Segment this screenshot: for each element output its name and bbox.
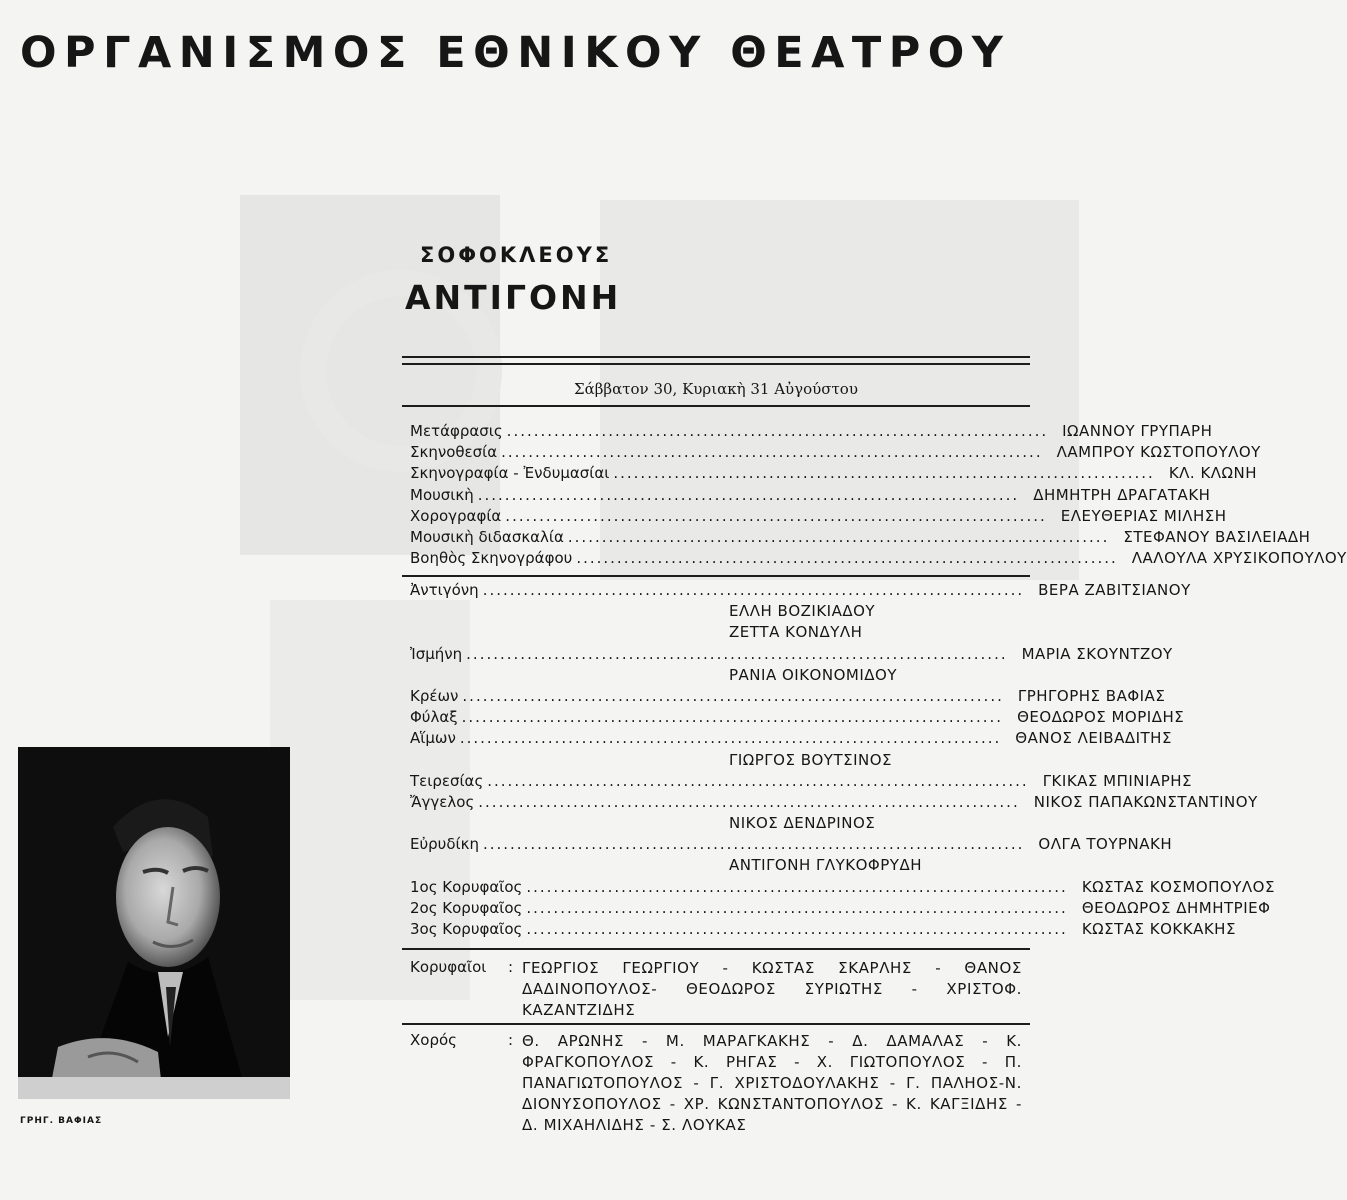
cast-row <box>410 792 1258 813</box>
leader-dots: ................................................................................ <box>459 729 1002 748</box>
credit-row <box>410 421 1213 442</box>
leader-dots: ................................................................................ <box>526 877 1068 896</box>
portrait-illustration <box>18 747 290 1099</box>
role-label <box>410 506 1047 527</box>
cast-row <box>410 750 1030 771</box>
role-text: Μουσικὴ διδασκαλία <box>410 527 564 546</box>
leader-dots: ................................................................................ <box>526 920 1068 938</box>
organization-title: ΟΡΓΑΝΙΣΜΟΣ ΕΘΝΙΚΟΥ ΘΕΑΤΡΟΥ <box>20 28 1011 78</box>
cast-row <box>410 707 1185 728</box>
role-text: 1ος Κορυφαῖος <box>410 877 523 896</box>
person-name: ΕΛΛΗ ΒΟΖΙΚΙΑΔΟΥ <box>729 602 876 621</box>
leader-dots: ................................................................................ <box>487 771 1029 790</box>
role-label <box>410 421 1048 442</box>
role-text: Μουσικὴ <box>410 485 474 504</box>
role-text: 2ος Κορυφαῖος <box>410 898 523 917</box>
person-name: ΚΛ. ΚΛΩΝΗ <box>1168 464 1258 483</box>
cast-row <box>410 898 1271 919</box>
role-text: Σκηνοθεσία <box>410 443 498 462</box>
person-name: ΡΑΝΙΑ ΟΙΚΟΝΟΜΙΔΟΥ <box>729 665 897 684</box>
portrait-photo <box>18 747 290 1099</box>
chorus-colon: : <box>508 1031 514 1049</box>
production-credits-list <box>410 421 1347 569</box>
leader-dots: ................................................................................ <box>478 792 1020 811</box>
play-author: ΣΟΦΟΚΛΕΟΥΣ <box>420 243 613 267</box>
role-text: Σκηνογραφία - Ἐνδυμασίαι <box>410 464 610 483</box>
role-label <box>410 548 1118 569</box>
cast-row <box>410 601 1030 622</box>
chorus-block <box>410 1031 1030 1141</box>
person-name: ΓΡΗΓΟΡΗΣ ΒΑΦΙΑΣ <box>1017 686 1166 705</box>
leader-dots: ................................................................................ <box>466 644 1008 663</box>
person-name: ΛΑΜΠΡΟΥ ΚΩΣΤΟΠΟΥΛΟΥ <box>1056 443 1261 462</box>
role-label <box>410 750 715 771</box>
divider <box>402 948 1030 950</box>
role-label <box>410 877 1068 898</box>
role-label <box>410 622 715 643</box>
cast-row <box>410 855 1030 876</box>
leader-dots: ................................................................................ <box>477 485 1020 504</box>
role-text <box>410 855 414 876</box>
cast-row <box>410 622 1030 643</box>
role-label <box>410 485 1019 506</box>
credit-row <box>410 548 1347 569</box>
person-name: ΚΩΣΤΑΣ ΚΟΣΜΟΠΟΥΛΟΣ <box>1081 877 1275 896</box>
person-name: ΘΕΟΔΩΡΟΣ ΜΟΡΙΔΗΣ <box>1017 708 1185 727</box>
play-title: ΑΝΤΙΓΟΝΗ <box>405 278 622 317</box>
leader-dots: ................................................................................ <box>482 581 1025 599</box>
role-text: Βοηθὸς Σκηνογράφου <box>410 549 573 568</box>
role-label <box>410 834 1024 855</box>
person-name: ΛΑΛΟΥΛΑ ΧΡΥΣΙΚΟΠΟΥΛΟΥ <box>1131 549 1347 568</box>
person-name: ΖΕΤΤΑ ΚΟΝΔΥΛΗ <box>729 623 863 642</box>
role-label <box>410 898 1068 919</box>
cast-list <box>410 580 1275 940</box>
person-name: ΝΙΚΟΣ ΠΑΠΑΚΩΝΣΤΑΝΤΙΝΟΥ <box>1033 792 1258 811</box>
person-name: ΝΙΚΟΣ ΔΕΝΔΡΙΝΟΣ <box>729 814 876 833</box>
person-name: ΑΝΤΙΓΟΝΗ ΓΛΥΚΟΦΡΥΔΗ <box>729 856 922 875</box>
role-text: Φύλαξ <box>410 708 458 727</box>
role-text: Τειρεσίας <box>410 771 484 790</box>
photo-caption: ΓΡΗΓ. ΒΑΦΙΑΣ <box>20 1116 103 1126</box>
divider <box>402 1023 1030 1025</box>
role-label <box>410 686 1004 707</box>
role-label <box>410 813 715 834</box>
role-label <box>410 792 1020 813</box>
role-label <box>410 665 715 686</box>
person-name: ΚΩΣΤΑΣ ΚΟΚΚΑΚΗΣ <box>1081 920 1236 938</box>
leader-dots: ................................................................................ <box>461 708 1004 727</box>
role-text <box>410 665 414 686</box>
person-name: ΙΩΑΝΝΟΥ ΓΡΥΠΑΡΗ <box>1062 422 1213 440</box>
role-label <box>410 919 1068 940</box>
credit-row <box>410 527 1311 548</box>
role-text <box>410 750 414 771</box>
cast-row <box>410 644 1173 665</box>
koryfaioi-colon: : <box>508 958 514 976</box>
role-text: Ἄγγελος <box>410 792 475 811</box>
cast-row <box>410 580 1191 601</box>
divider <box>402 363 1030 365</box>
cast-row <box>410 771 1193 792</box>
cast-row <box>410 877 1275 898</box>
performance-dates: Σάββατον 30, Κυριακὴ 31 Αὐγούστου <box>574 380 858 398</box>
role-label <box>410 442 1043 463</box>
koryfaioi-names: ΓΕΩΡΓΙΟΣ ΓΕΩΡΓΙΟΥ - ΚΩΣΤΑΣ ΣΚΑΡΛΗΣ - ΘΑΝΟΣ ΔΑΔΙΝΟΠΟΥΛΟΣ- ΘΕΟΔΩΡΟΣ ΣΥΡΙΩΤΗΣ - ΧΡΙΣΤΟΦ. ΚΑΖΑΝΤΖΙΔΗΣ <box>522 959 1022 1019</box>
leader-dots: ................................................................................ <box>526 898 1068 917</box>
person-name: ΟΛΓΑ ΤΟΥΡΝΑΚΗ <box>1038 835 1173 854</box>
credit-row <box>410 485 1211 506</box>
role-label <box>410 601 715 622</box>
role-text: Χορογραφία <box>410 506 502 525</box>
leader-dots: ................................................................................ <box>613 464 1155 483</box>
role-text: Αἵμων <box>410 729 456 748</box>
chorus-names: Θ. ΑΡΩΝΗΣ - Μ. ΜΑΡΑΓΚΑΚΗΣ - Δ. ΔΑΜΑΛΑΣ - Κ. ΦΡΑΓΚΟΠΟΥΛΟΣ - Κ. ΡΗΓΑΣ - Χ. ΓΙΩΤΟΠΟΥΛΟΣ - Π. ΠΑΝΑΓΙΩΤΟΠΟΥΛΟΣ - Γ. ΧΡΙΣΤΟΔΟΥΛΑΚΗΣ - Γ. ΠΑΛΗΟΣ-Ν. ΔΙΟΝΥΣΟΠΟΥΛΟΣ - ΧΡ. ΚΩΝΣΤΑΝΤΟΠΟΥΛΟΣ - Κ. ΚΑΓΞΙΔΗΣ - Δ. ΜΙΧΑΗΛΙΔΗΣ - Σ. ΛΟΥΚΑΣ <box>522 1032 1022 1134</box>
role-text: Ἀντιγόνη <box>410 581 479 599</box>
leader-dots: ................................................................................ <box>462 686 1004 705</box>
leader-dots: ................................................................................ <box>506 422 1049 440</box>
leader-dots: ................................................................................ <box>567 527 1110 546</box>
role-text <box>410 813 414 834</box>
cast-row <box>410 686 1166 707</box>
role-label <box>410 855 715 876</box>
credit-row <box>410 442 1261 463</box>
divider <box>402 356 1030 358</box>
role-label <box>410 771 1029 792</box>
person-name: ΓΙΩΡΓΟΣ ΒΟΥΤΣΙΝΟΣ <box>729 750 893 769</box>
role-text: Μετάφρασις <box>410 422 503 440</box>
leader-dots: ................................................................................ <box>576 549 1118 568</box>
divider <box>402 405 1030 407</box>
role-label <box>410 707 1003 728</box>
divider <box>402 575 1030 577</box>
cast-row <box>410 813 1030 834</box>
person-name: ΣΤΕΦΑΝΟΥ ΒΑΣΙΛΕΙΑΔΗ <box>1123 527 1311 546</box>
person-name: ΓΚΙΚΑΣ ΜΠΙΝΙΑΡΗΣ <box>1042 771 1193 790</box>
person-name: ΒΕΡΑ ΖΑΒΙΤΣΙΑΝΟΥ <box>1038 581 1191 599</box>
cast-row <box>410 728 1172 749</box>
role-label <box>410 644 1008 665</box>
role-label <box>410 580 1024 601</box>
leader-dots: ................................................................................ <box>501 443 1043 462</box>
role-label <box>410 728 1001 749</box>
role-label <box>410 527 1109 548</box>
leader-dots: ................................................................................ <box>482 835 1025 854</box>
role-text: 3ος Κορυφαῖος <box>410 920 523 938</box>
person-name: ΜΑΡΙΑ ΣΚΟΥΝΤΖΟΥ <box>1021 644 1173 663</box>
chorus-label: Χορός <box>410 1031 457 1049</box>
role-text: Κρέων <box>410 686 459 705</box>
koryfaioi-block <box>410 958 1030 1024</box>
cast-row <box>410 834 1173 855</box>
credit-row <box>410 506 1227 527</box>
role-text <box>410 601 414 622</box>
person-name: ΔΗΜΗΤΡΗ ΔΡΑΓΑΤΑΚΗ <box>1033 485 1211 504</box>
koryfaioi-label: Κορυφαῖοι <box>410 958 487 976</box>
credit-row <box>410 463 1258 484</box>
person-name: ΕΛΕΥΘΕΡΙΑΣ ΜΙΛΗΣΗ <box>1060 506 1227 525</box>
cast-row <box>410 665 1030 686</box>
role-text <box>410 622 414 643</box>
person-name: ΘΑΝΟΣ ΛΕΙΒΑΔΙΤΗΣ <box>1015 729 1172 748</box>
role-text: Εὐρυδίκη <box>410 835 479 854</box>
role-text: Ἰσμήνη <box>410 644 463 663</box>
cast-row <box>410 919 1236 940</box>
leader-dots: ................................................................................ <box>505 506 1047 525</box>
person-name: ΘΕΟΔΩΡΟΣ ΔΗΜΗΤΡΙΕΦ <box>1081 898 1271 917</box>
role-label <box>410 463 1155 484</box>
